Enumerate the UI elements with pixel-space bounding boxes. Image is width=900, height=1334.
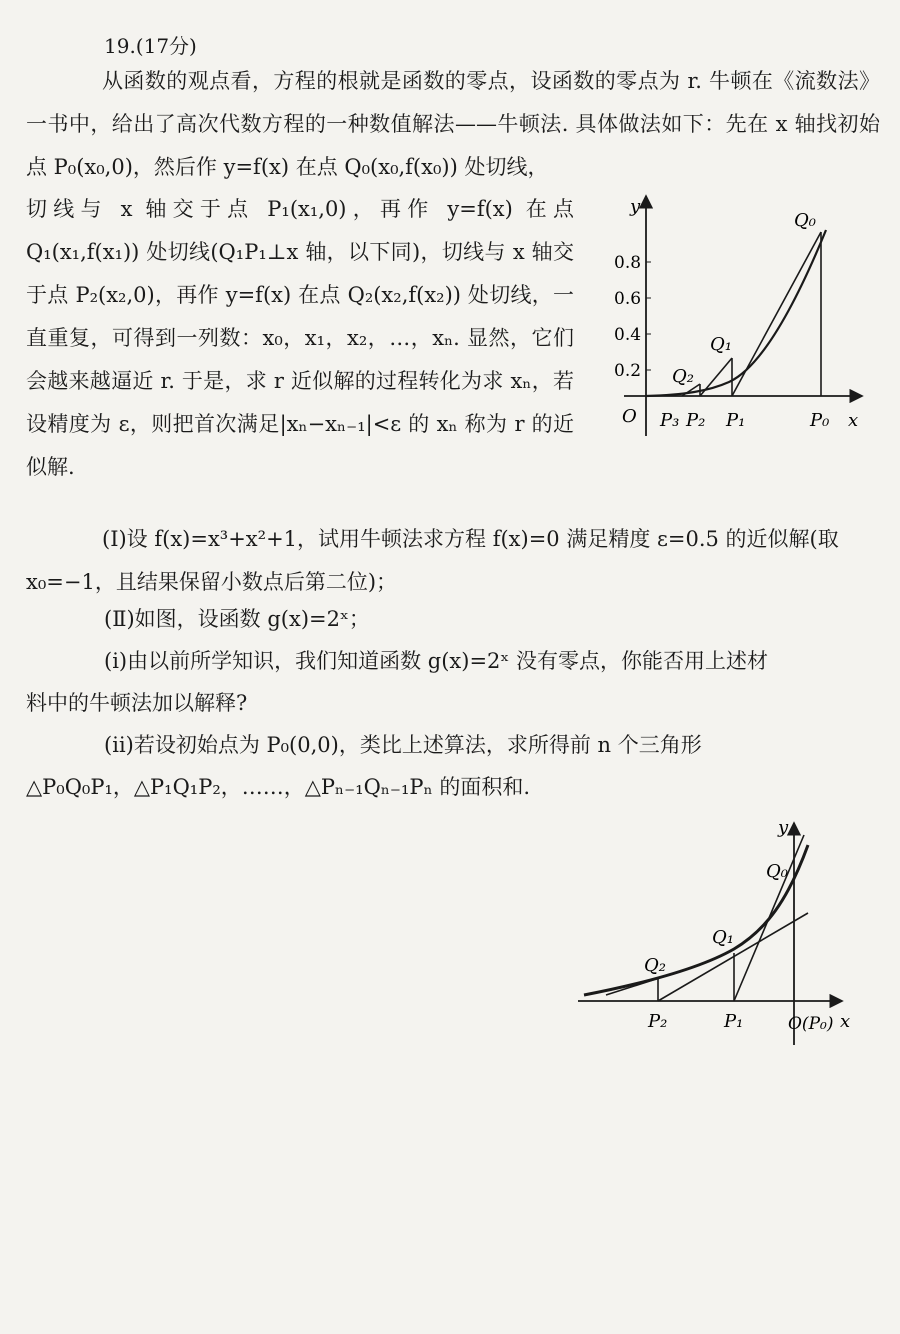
label-p3: P₃: [660, 410, 680, 431]
y-axis-label: y: [778, 817, 789, 838]
label-p0: P₀: [810, 410, 830, 431]
label-q2: Q₂: [644, 955, 666, 976]
label-q0: Q₀: [794, 210, 816, 231]
tick-0.8: 0.8: [614, 253, 642, 273]
point-labels: [659, 210, 829, 431]
method-paragraph: 切线与 x 轴交于点 P₁(x₁,0)，再作 y=f(x) 在点 Q₁(x₁,f(x₁)) 处切线(Q₁P₁⊥x 轴，以下同)，切线与 x 轴交于点 P₂(x₂,0)，再作 y=f(x) 在点 Q₂(x₂,f(x₂)) 处切线，一直重复，可得到一列数：x₀，x₁，x₂，…，xₙ. 显然，它们会越来越逼近 r. 于是，求 r 近似解的过程转化为求 xₙ，若设精度为 ε，则把首次满足|xₙ−xₙ₋₁|<ε 的 xₙ 称为 r 的近似解.: [26, 197, 574, 479]
label-q1: Q₁: [710, 334, 732, 355]
tick-0.2: 0.2: [614, 361, 642, 381]
part2-ii-line1: (ⅱ)若设初始点为 P₀(0,0)，类比上述算法，求所得前 n 个三角形: [104, 733, 702, 757]
label-q2: Q₂: [672, 366, 694, 387]
question-number: 19.(17分): [104, 34, 197, 58]
origin-label: O: [622, 406, 637, 427]
tick-0.4: 0.4: [614, 325, 642, 345]
tick-0.6: 0.6: [614, 289, 642, 309]
part2-intro: (Ⅱ)如图，设函数 g(x)=2ˣ；: [104, 607, 370, 631]
x-axis-label: x: [840, 1011, 851, 1032]
y-axis-label: y: [630, 196, 641, 217]
label-p1: P₁: [726, 410, 746, 431]
label-q0: Q₀: [766, 861, 788, 882]
point-labels: [644, 861, 788, 1032]
label-p2: P₂: [686, 410, 706, 431]
tangent-q0: [732, 232, 821, 396]
figure-newton-cubic: [614, 186, 874, 446]
x-axis-label: x: [848, 410, 859, 431]
part1-text: (Ⅰ)设 f(x)=x³+x²+1，试用牛顿法求方程 f(x)=0 满足精度 ε=0.5 的近似解(取 x₀=−1，且结果保留小数点后第二位)；: [26, 527, 839, 594]
part2-ii-line2: △P₀Q₀P₁，△P₁Q₁P₂，……，△Pₙ₋₁Qₙ₋₁Pₙ 的面积和.: [26, 775, 530, 799]
part2-i-line2: 料中的牛顿法加以解释?: [26, 691, 248, 715]
intro-paragraph: 从函数的观点看，方程的根就是函数的零点，设函数的零点为 r. 牛顿在《流数法》一书中，给出了高次代数方程的一种数值解法——牛顿法. 具体做法如下：先在 x 轴找初始点 P₀(x₀,0)，然后作 y=f(x) 在点 Q₀(x₀,f(x₀)) 处切线，: [26, 69, 880, 179]
origin-label: O(P₀): [788, 1014, 834, 1034]
tangent-q1: [700, 358, 732, 396]
part2-i-line1: (ⅰ)由以前所学知识，我们知道函数 g(x)=2ˣ 没有零点，你能否用上述材: [104, 649, 768, 673]
label-p1: P₁: [724, 1011, 744, 1032]
label-q1: Q₁: [712, 927, 734, 948]
label-p2: P₂: [648, 1011, 668, 1032]
figure-newton-exponential: [576, 815, 860, 1050]
